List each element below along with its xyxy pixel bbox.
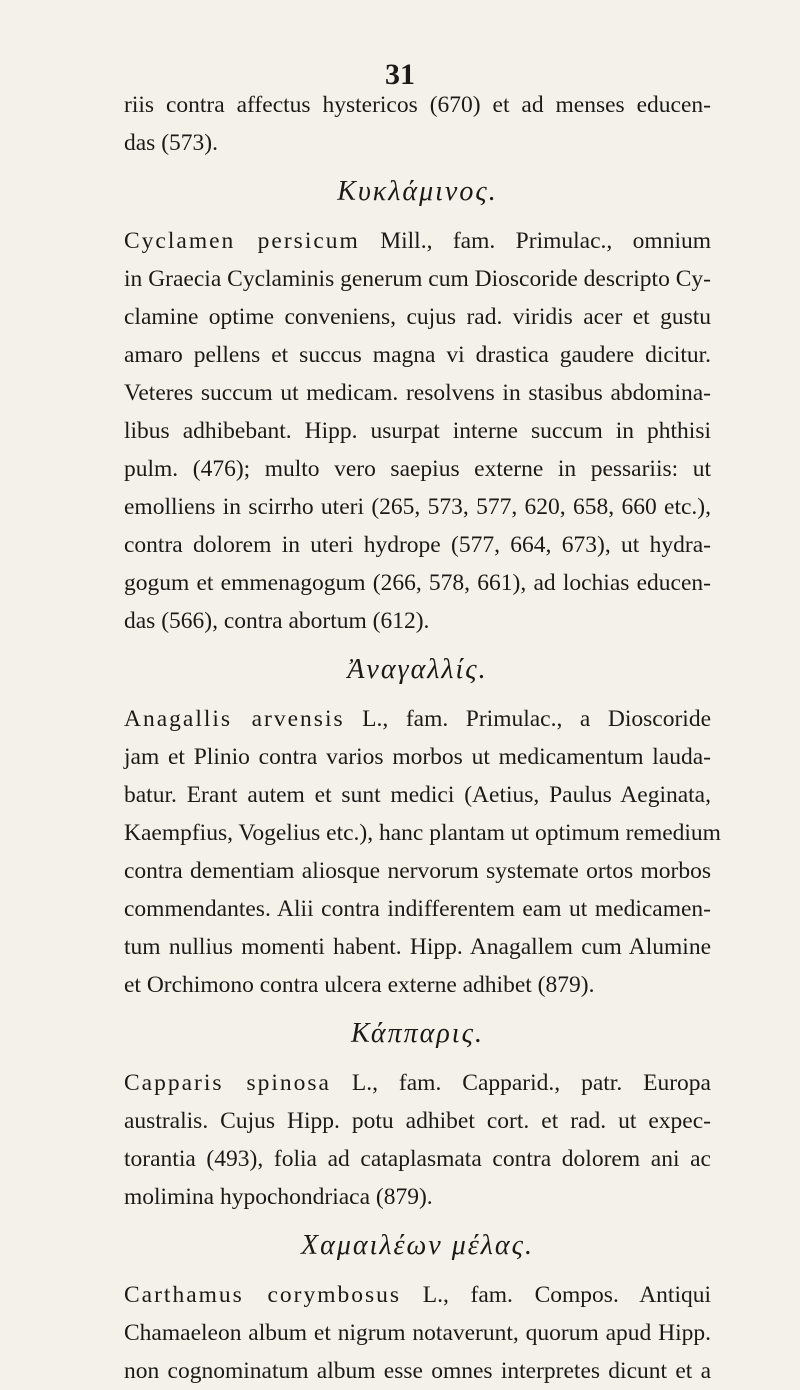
species-name: Cyclamen persicum	[124, 228, 360, 254]
line-rest: L., fam. Compos. Antiqui	[401, 1282, 711, 1308]
line-rest: L., fam. Primulac., a Dioscoride	[344, 706, 711, 732]
text-line	[124, 1064, 711, 1102]
text-line: amaro pellens et succus magna vi drastica gaudere dicitur.	[124, 342, 711, 368]
section-heading: Κάππαρις.	[351, 1018, 484, 1049]
text-line: et Orchimono contra ulcera externe adhibet (879).	[124, 972, 595, 998]
text-line	[124, 700, 711, 738]
text-line: contra dementiam aliosque nervorum systemate ortos morbos	[124, 858, 711, 884]
text-line: Veteres succum ut medicam. resolvens in stasibus abdomina-	[124, 380, 711, 406]
text-line: commendantes. Alii contra indifferentem eam ut medicamen-	[124, 896, 711, 922]
line-rest: Mill., fam. Primulac., omnium	[359, 228, 712, 254]
text-line: libus adhibebant. Hipp. usurpat interne succum in phthisi	[124, 418, 711, 444]
text-line: in Graecia Cyclaminis generum cum Dioscoride descripto Cy-	[124, 266, 711, 292]
text-line: molimina hypochondriaca (879).	[124, 1184, 433, 1210]
page-text	[124, 86, 721, 1390]
text-line: non cognominatum album esse omnes interpretes dicunt et a	[124, 1358, 711, 1384]
line-rest: L., fam. Capparid., patr. Europa	[330, 1070, 711, 1096]
species-name: Anagallis arvensis	[124, 706, 345, 732]
species-name: Carthamus corymbosus	[124, 1282, 402, 1308]
text-line: jam et Plinio contra varios morbos ut medicamentum lauda-	[124, 744, 711, 770]
text-line: Kaempfius, Vogelius etc.), hanc plantam ut optimum remedium	[124, 820, 721, 846]
text-line: das (573).	[124, 130, 218, 156]
text-line: tum nullius momenti habent. Hipp. Anagallem cum Alumine	[124, 934, 711, 960]
text-line: pulm. (476); multo vero saepius externe in pessariis: ut	[124, 456, 711, 482]
text-line: clamine optime conveniens, cujus rad. viridis acer et gustu	[124, 304, 711, 330]
text-line: riis contra affectus hystericos (670) et ad menses educen-	[124, 92, 711, 118]
species-name: Capparis spinosa	[124, 1070, 331, 1096]
text-line: das (566), contra abortum (612).	[124, 608, 430, 634]
text-line: batur. Erant autem et sunt medici (Aetius, Paulus Aeginata,	[124, 782, 711, 808]
page-number: 31	[385, 58, 415, 91]
section-heading: Κυκλάμινος.	[337, 176, 498, 207]
text-line: emolliens in scirrho uteri (265, 573, 577, 620, 658, 660 etc.),	[124, 494, 711, 520]
text-line: contra dolorem in uteri hydrope (577, 664, 673), ut hydra-	[124, 532, 711, 558]
text-line: torantia (493), folia ad cataplasmata contra dolorem ani ac	[124, 1146, 711, 1172]
text-line: Chamaeleon album et nigrum notaverunt, quorum apud Hipp.	[124, 1320, 711, 1346]
section-heading: Χαμαιλέων μέλας.	[301, 1230, 534, 1261]
text-line: gogum et emmenagogum (266, 578, 661), ad lochias educen-	[124, 570, 711, 596]
text-line: australis. Cujus Hipp. potu adhibet cort. et rad. ut expec-	[124, 1108, 711, 1134]
text-line	[124, 1276, 711, 1314]
section-heading: Ἀναγαλλίς.	[347, 654, 488, 685]
text-line	[124, 222, 711, 260]
